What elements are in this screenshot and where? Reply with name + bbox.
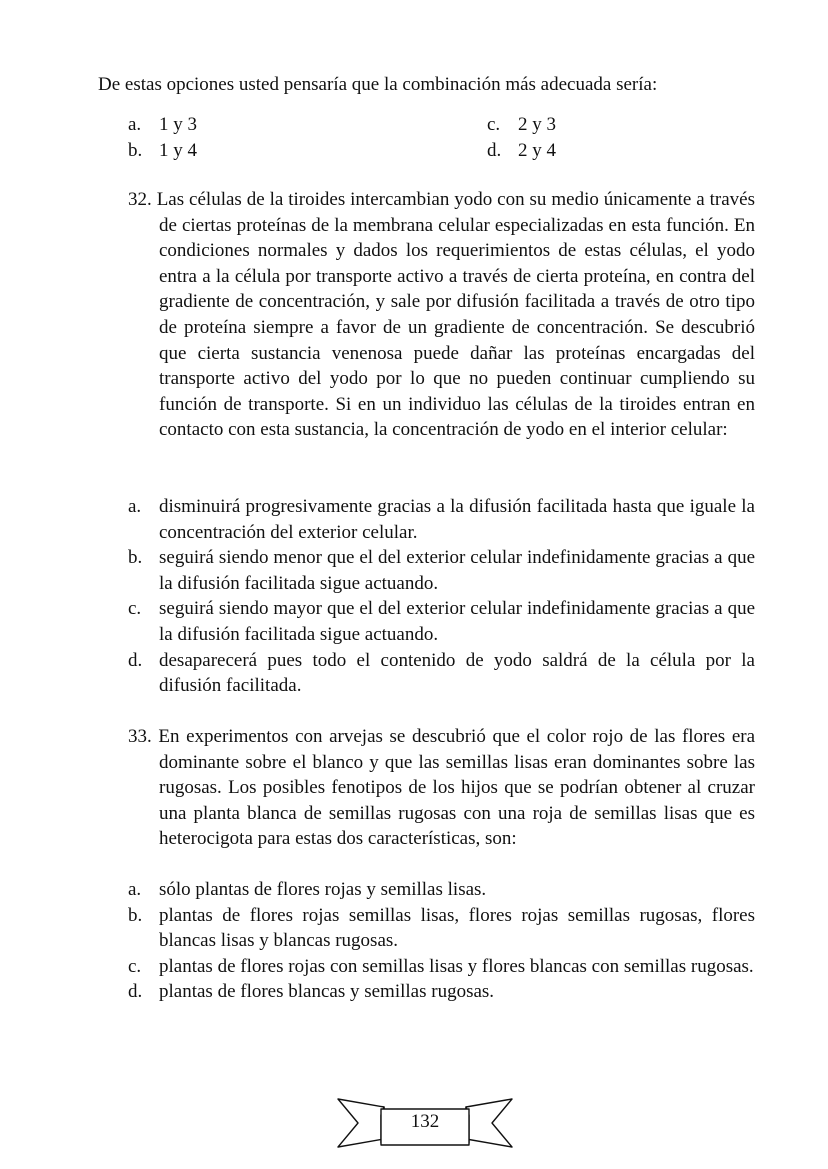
option-label: d. (128, 981, 143, 1003)
q31-option-d (487, 138, 787, 164)
q31-options-right (487, 112, 787, 163)
option-text: 1 y 3 (159, 114, 197, 135)
option-text: 2 y 4 (518, 139, 556, 161)
option-text: 1 y 4 (159, 139, 197, 161)
q32-option-a (128, 494, 755, 545)
option-label: a. (128, 879, 142, 900)
option-label: c. (128, 598, 142, 620)
q32-option-b (128, 545, 755, 596)
option-text: plantas de flores rojas semillas lisas, flores rojas semillas rugosas, flores blancas lisas y blancas rugosas. (159, 904, 755, 952)
question-number: 33. (128, 726, 152, 747)
option-text: seguirá siendo mayor que el del exterior celular indefinidamente gracias a que la difusión facilitada sigue actuando. (159, 598, 755, 645)
option-text: seguirá siendo menor que el del exterior celular indefinidamente gracias a que la difusión facilitada sigue actuando. (159, 547, 755, 594)
page-number: 132 (410, 1111, 440, 1132)
option-label: d. (487, 139, 502, 161)
option-text: plantas de flores rojas con semillas lisas y flores blancas con semillas rugosas. (159, 955, 754, 977)
option-text: plantas de flores blancas y semillas rugosas. (159, 981, 495, 1003)
question-number: 32. (128, 189, 152, 210)
option-text: 2 y 3 (518, 114, 556, 135)
q33-option-c (128, 954, 755, 980)
q33-option-a (128, 877, 755, 903)
q32-option-c (128, 596, 755, 647)
q33-option-d (128, 979, 755, 1005)
question-33-options (128, 877, 755, 1005)
question-32-body (128, 187, 755, 443)
option-label: a. (128, 496, 142, 517)
question-text: Las células de la tiroides intercambian yodo con su medio únicamente a través de ciertas proteínas de la membrana celular especializadas en esta función. En condiciones normales y dados los requerimientos de estas células, el yodo entra a la célula por transporte activo a través de cierta proteína, en contra del gradiente de concentración, y sale por difusión facilitada a través de otro tipo de proteína siempre a favor de un gradiente de concentración. Se descubrió que cierta sustancia venenosa puede dañar las proteínas encargadas del transporte activo del yodo por lo que no pueden continuar cumpliendo su función de transporte. Si en un individuo las células de la tiroides entran en contacto con esta sustancia, la concentración de yodo en el interior celular: (156, 189, 756, 441)
question-32 (128, 187, 755, 443)
option-label: b. (128, 139, 143, 161)
q31-option-a (128, 112, 428, 138)
q31-option-b (128, 138, 428, 164)
option-text: desaparecerá pues todo el contenido de yodo saldrá de la célula por la difusión facilitada. (159, 649, 755, 697)
question-32-options (128, 494, 755, 699)
option-label: c. (487, 114, 501, 135)
option-label: b. (128, 547, 143, 569)
q31-options-left (128, 112, 428, 163)
option-text: sólo plantas de flores rojas y semillas lisas. (159, 879, 487, 900)
question-33 (128, 724, 755, 852)
option-text: disminuirá progresivamente gracias a la difusión facilitada hasta que iguale la concentración del exterior celular. (159, 496, 755, 543)
option-label: d. (128, 649, 143, 671)
intro-text: De estas opciones usted pensaría que la combinación más adecuada sería: (98, 74, 658, 95)
q31-option-c (487, 112, 787, 138)
question-33-body (128, 724, 755, 852)
option-label: a. (128, 114, 142, 135)
q33-option-b (128, 903, 755, 954)
option-label: c. (128, 955, 142, 977)
question-text: En experimentos con arvejas se descubrió que el color rojo de las flores era dominante sobre el blanco y que las semillas lisas eran dominantes sobre las rugosas. Los posibles fenotipos de los hijos que se podrían obtener al cruzar una planta blanca de semillas rugosas con una roja de semillas lisas que es heterocigota para estas dos características, son: (158, 726, 756, 850)
option-label: b. (128, 904, 143, 926)
q32-option-d (128, 648, 755, 699)
